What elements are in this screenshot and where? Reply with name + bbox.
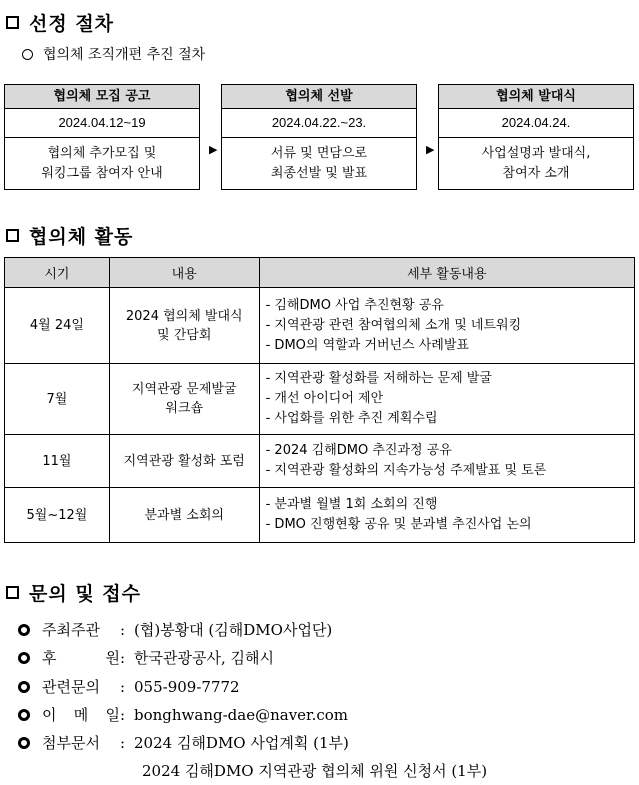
checkbox-square-icon	[6, 229, 19, 242]
cell-details	[259, 435, 634, 488]
checkbox-square-icon	[6, 16, 19, 29]
filled-circle-bullet-icon	[18, 737, 30, 749]
colon: :	[120, 620, 126, 639]
step-date: 2024.04.22.~23.	[222, 109, 416, 138]
filled-circle-bullet-icon	[18, 624, 30, 636]
contact-label	[42, 647, 120, 668]
table-header-row	[5, 258, 635, 288]
contact-value: 한국관광공사, 김해시	[134, 649, 274, 667]
contact-row-email	[18, 704, 348, 725]
section-title-text: 문의 및 접수	[29, 583, 141, 605]
cell-content: 지역관광 활성화 포럼	[109, 435, 259, 488]
filled-circle-bullet-icon	[18, 681, 30, 693]
column-header-details: 세부 활동내용	[259, 258, 634, 288]
contact-label: 주최주관	[42, 621, 100, 639]
detail-item: - 김해DMO 사업 추진현황 공유	[265, 297, 444, 313]
step-desc-line: 서류 및 면담으로	[270, 145, 368, 161]
step-desc-line: 참여자 소개	[502, 165, 570, 181]
colon: :	[120, 648, 126, 667]
detail-item: - DMO의 역할과 거버넌스 사례발표	[265, 337, 469, 353]
label-char: 후	[42, 649, 57, 667]
detail-item: - 2024 김해DMO 추진과정 공유	[265, 443, 452, 458]
contact-value: 2024 김해DMO 사업계획 (1부)	[134, 734, 349, 752]
process-step-2	[221, 84, 417, 190]
section-title-text: 선정 절차	[29, 13, 115, 35]
activity-table	[4, 257, 635, 543]
contact-value: 2024 김해DMO 지역관광 협의체 위원 신청서 (1부)	[142, 762, 488, 780]
section-title-contact	[6, 579, 141, 606]
table-row	[5, 364, 635, 435]
contact-row-attachments	[18, 732, 349, 753]
content-line: 2024 협의체 발대식	[125, 308, 243, 324]
detail-item: - 지역관광 관련 참여협의체 소개 및 네트워킹	[265, 317, 522, 333]
arrow-right-icon: ▶	[209, 143, 218, 156]
column-header-period: 시기	[5, 258, 110, 288]
contact-row-inquiry	[18, 676, 240, 697]
contact-row-attachment-2	[142, 760, 487, 781]
step-desc-line: 최종선발 및 발표	[270, 165, 368, 181]
step-desc-line: 사업설명과 발대식,	[481, 145, 591, 161]
contact-label	[42, 704, 120, 725]
detail-item: - 사업화를 위한 추진 계획수립	[265, 411, 438, 426]
cell-details	[259, 288, 634, 364]
cell-period: 7월	[5, 364, 110, 435]
label-char: 이	[42, 706, 57, 724]
label-char: 일	[105, 706, 120, 724]
step-description	[439, 138, 633, 189]
contact-label: 첨부문서	[42, 734, 100, 752]
section-title-selection	[6, 9, 114, 36]
subtitle-process	[22, 44, 205, 64]
detail-item: - DMO 진행현황 공유 및 분과별 추진사업 논의	[265, 517, 532, 532]
process-step-3	[438, 84, 634, 190]
colon: :	[120, 705, 126, 724]
contact-label: 관련문의	[42, 678, 100, 696]
step-date: 2024.04.12~19	[5, 109, 199, 138]
cell-content: 분과별 소회의	[109, 488, 259, 543]
column-header-content: 내용	[109, 258, 259, 288]
checkbox-square-icon	[6, 586, 19, 599]
section-title-activity	[6, 222, 133, 249]
contact-value: (협)봉황대 (김해DMO사업단)	[134, 621, 333, 639]
filled-circle-bullet-icon	[18, 652, 30, 664]
cell-details	[259, 364, 634, 435]
table-row	[5, 435, 635, 488]
step-header: 협의체 모집 공고	[5, 85, 199, 109]
contact-row-sponsor	[18, 647, 274, 668]
colon: :	[120, 677, 126, 696]
cell-details	[259, 488, 634, 543]
detail-item: - 지역관광 활성화의 지속가능성 주제발표 및 토론	[265, 463, 547, 478]
detail-item: - 분과별 월별 1회 소회의 진행	[265, 497, 438, 512]
label-char: 메	[73, 706, 89, 724]
content-line: 지역관광 문제발굴	[131, 382, 237, 397]
step-header: 협의체 선발	[222, 85, 416, 109]
cell-period: 5월~12월	[5, 488, 110, 543]
arrow-right-icon: ▶	[426, 143, 435, 156]
step-desc-line: 협의체 추가모집 및	[47, 145, 157, 161]
section-title-text: 협의체 활동	[29, 226, 134, 248]
contact-phone: 055-909-7772	[134, 677, 240, 696]
step-desc-line: 워킹그룹 참여자 안내	[41, 165, 163, 181]
detail-item: - 개선 아이디어 제안	[265, 391, 384, 406]
cell-content	[109, 288, 259, 364]
step-description	[222, 138, 416, 189]
content-line: 및 간담회	[157, 327, 212, 343]
subtitle-text: 협의체 조직개편 추진 절차	[43, 47, 206, 63]
step-description	[5, 138, 199, 189]
process-step-1	[4, 84, 200, 190]
step-header: 협의체 발대식	[439, 85, 633, 109]
table-row	[5, 288, 635, 364]
colon: :	[120, 733, 126, 752]
contact-row-organizer	[18, 619, 332, 640]
cell-period: 4월 24일	[5, 288, 110, 364]
cell-content	[109, 364, 259, 435]
cell-period: 11월	[5, 435, 110, 488]
label-char: 원	[105, 649, 120, 667]
detail-item: - 지역관광 활성화를 저해하는 문제 발굴	[265, 371, 492, 386]
circle-bullet-icon	[22, 49, 33, 60]
table-row	[5, 488, 635, 543]
content-line: 워크숍	[165, 401, 204, 416]
contact-email: bonghwang-dae@naver.com	[134, 705, 348, 724]
filled-circle-bullet-icon	[18, 709, 30, 721]
step-date: 2024.04.24.	[439, 109, 633, 138]
